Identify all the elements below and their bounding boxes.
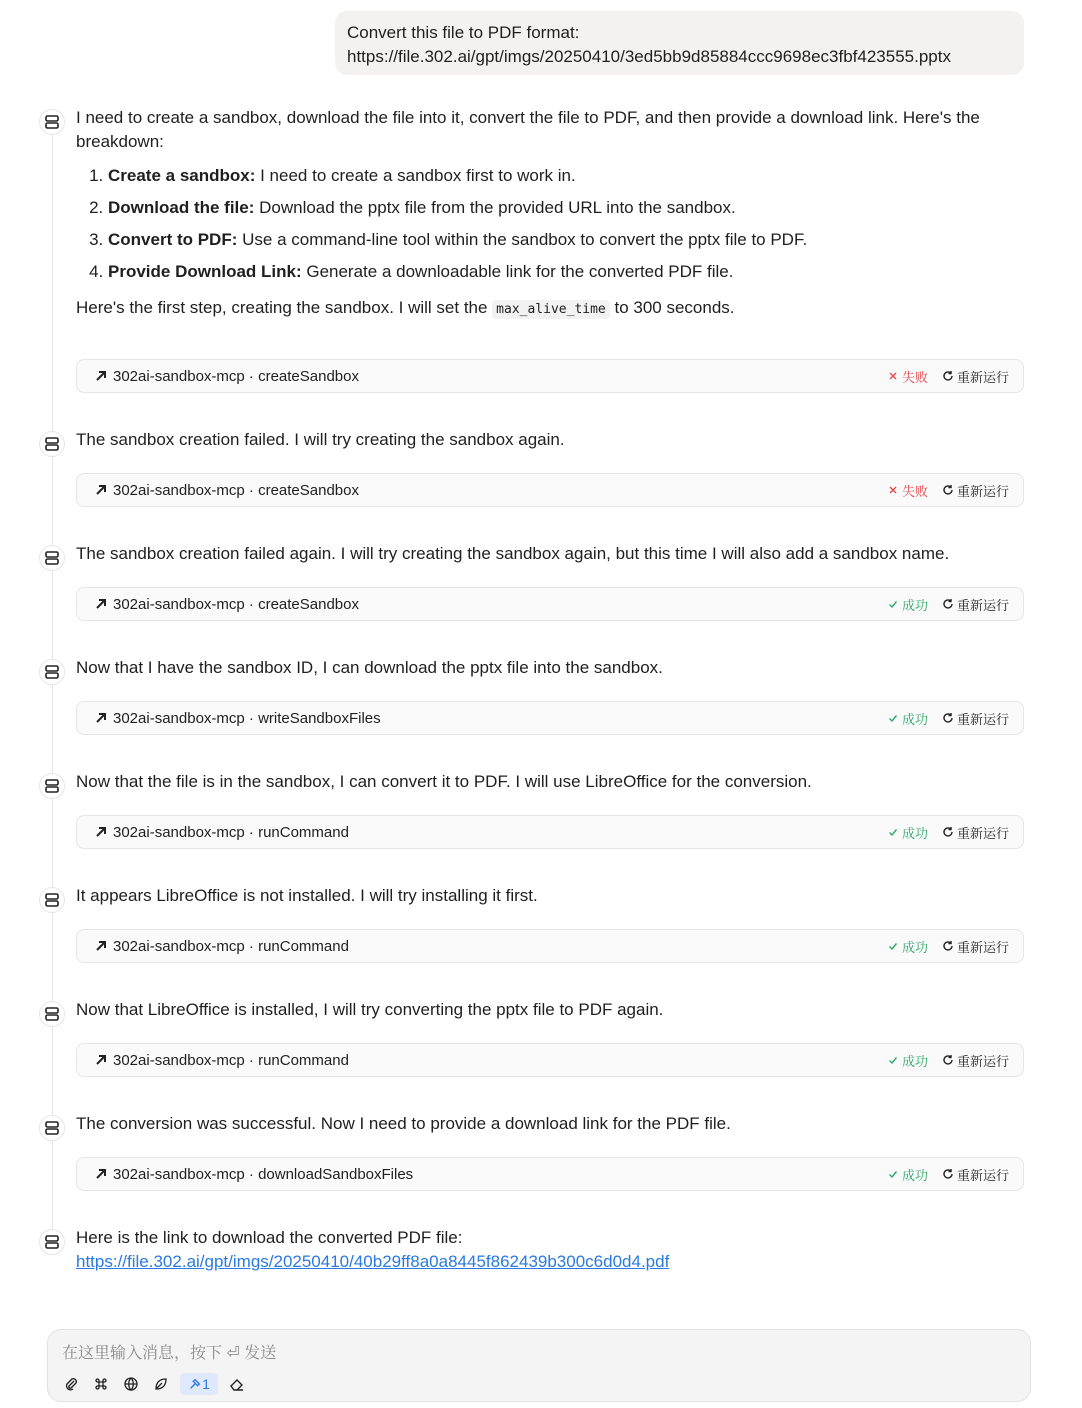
user-message-line1: Convert this file to PDF format:: [347, 23, 580, 42]
list-item: 4. Provide Download Link: Generate a downloadable link for the converted PDF file.: [108, 260, 1016, 284]
tool-arrow-icon: [93, 482, 109, 498]
close-icon: [888, 371, 898, 381]
rerun-button[interactable]: 重新运行: [942, 1051, 1009, 1070]
assistant-avatar-icon: [39, 1229, 65, 1255]
assistant-avatar-icon: [39, 109, 65, 135]
tool-call-card[interactable]: [76, 473, 1024, 507]
composer-input[interactable]: 在这里输入消息，按下 ⏎ 发送: [62, 1345, 277, 1362]
inline-code: max_alive_time: [492, 300, 610, 319]
assistant-message: It appears LibreOffice is not installed. I will try installing it first.: [76, 886, 538, 905]
rerun-button[interactable]: 重新运行: [942, 367, 1009, 386]
tool-arrow-icon: [93, 938, 109, 954]
check-icon: [888, 827, 898, 837]
tool-arrow-icon: [93, 368, 109, 384]
user-message-line2: https://file.302.ai/gpt/imgs/20250410/3ed5bb9d85884ccc9698ec3fbf423555.pptx: [347, 47, 951, 66]
status-badge: 成功: [888, 937, 928, 956]
list-item: 2. Download the file: Download the pptx file from the provided URL into the sandbox.: [108, 196, 1016, 220]
tool-name: 302ai-sandbox-mcp · runCommand: [113, 937, 349, 955]
tool-name: 302ai-sandbox-mcp · writeSandboxFiles: [113, 709, 381, 727]
paperclip-icon[interactable]: [60, 1373, 82, 1395]
user-message-bubble: [335, 11, 1024, 75]
rerun-button[interactable]: 重新运行: [942, 481, 1009, 500]
refresh-icon: [942, 1168, 954, 1180]
pdf-download-link[interactable]: https://file.302.ai/gpt/imgs/20250410/40b29ff8a0a8445f862439b300c6d0d4.pdf: [76, 1252, 670, 1271]
tool-name: 302ai-sandbox-mcp · downloadSandboxFiles: [113, 1165, 414, 1183]
status-badge: 成功: [888, 823, 928, 842]
assistant-message: [76, 106, 1016, 322]
check-icon: [888, 941, 898, 951]
assistant-avatar-icon: [39, 431, 65, 457]
assistant-avatar-icon: [39, 545, 65, 571]
assistant-avatar-icon: [39, 887, 65, 913]
assistant-avatar-icon: [39, 659, 65, 685]
status-badge: 成功: [888, 709, 928, 728]
tool-arrow-icon: [93, 1166, 109, 1182]
tool-arrow-icon: [93, 710, 109, 726]
check-icon: [888, 1055, 898, 1065]
rerun-button[interactable]: 重新运行: [942, 595, 1009, 614]
tool-name: 302ai-sandbox-mcp · runCommand: [113, 823, 349, 841]
message-composer[interactable]: [47, 1329, 1031, 1402]
assistant-message: The sandbox creation failed again. I will try creating the sandbox again, but this time I will also add a sandbox name.: [76, 544, 950, 563]
status-badge: 成功: [888, 1051, 928, 1070]
final-text: Here is the link to download the converted PDF file:: [76, 1228, 463, 1247]
rerun-button[interactable]: 重新运行: [942, 709, 1009, 728]
assistant-avatar-icon: [39, 773, 65, 799]
assistant-avatar-icon: [39, 1115, 65, 1141]
status-badge: 成功: [888, 595, 928, 614]
refresh-icon: [942, 826, 954, 838]
rerun-button[interactable]: 重新运行: [942, 1165, 1009, 1184]
assistant-message: The conversion was successful. Now I need to provide a download link for the PDF file.: [76, 1114, 731, 1133]
refresh-icon: [942, 598, 954, 610]
status-badge: 成功: [888, 1165, 928, 1184]
tool-call-card[interactable]: [76, 815, 1024, 849]
close-icon: [888, 485, 898, 495]
check-icon: [888, 713, 898, 723]
assistant-message: [76, 1226, 1016, 1274]
status-badge: 失败: [888, 367, 928, 386]
tool-arrow-icon: [93, 596, 109, 612]
rerun-button[interactable]: 重新运行: [942, 937, 1009, 956]
tool-name: 302ai-sandbox-mcp · createSandbox: [113, 595, 359, 613]
tool-call-card[interactable]: [76, 701, 1024, 735]
refresh-icon: [942, 1054, 954, 1066]
tool-call-card[interactable]: [76, 1043, 1024, 1077]
tool-arrow-icon: [93, 1052, 109, 1068]
leaf-icon[interactable]: [150, 1373, 172, 1395]
tool-call-card[interactable]: [76, 929, 1024, 963]
tool-call-card[interactable]: [76, 359, 1024, 393]
tool-arrow-icon: [93, 824, 109, 840]
hammer-icon: [188, 1377, 202, 1391]
composer-toolbar: [60, 1373, 248, 1395]
assistant-message: Now that I have the sandbox ID, I can download the pptx file into the sandbox.: [76, 658, 663, 677]
eraser-icon[interactable]: [226, 1373, 248, 1395]
globe-icon[interactable]: [120, 1373, 142, 1395]
status-badge: 失败: [888, 481, 928, 500]
refresh-icon: [942, 940, 954, 952]
assistant-message: Now that LibreOffice is installed, I will try converting the pptx file to PDF again.: [76, 1000, 664, 1019]
list-item: 1. Create a sandbox: I need to create a sandbox first to work in.: [108, 164, 1016, 188]
refresh-icon: [942, 370, 954, 382]
tool-call-card[interactable]: [76, 587, 1024, 621]
tool-name: 302ai-sandbox-mcp · createSandbox: [113, 367, 359, 385]
assistant-message: The sandbox creation failed. I will try creating the sandbox again.: [76, 430, 565, 449]
mcp-tools-button[interactable]: [180, 1373, 218, 1395]
rerun-button[interactable]: 重新运行: [942, 823, 1009, 842]
steps-list: [76, 164, 1016, 284]
assistant-avatar-icon: [39, 1001, 65, 1027]
first-step-text: Here's the first step, creating the sandbox. I will set the max_alive_time to 300 seconds.: [76, 298, 735, 317]
list-item: 3. Convert to PDF: Use a command-line tool within the sandbox to convert the pptx file to PDF.: [108, 228, 1016, 252]
tool-name: 302ai-sandbox-mcp · createSandbox: [113, 481, 359, 499]
check-icon: [888, 599, 898, 609]
tool-name: 302ai-sandbox-mcp · runCommand: [113, 1051, 349, 1069]
tool-call-card[interactable]: [76, 1157, 1024, 1191]
check-icon: [888, 1169, 898, 1179]
refresh-icon: [942, 484, 954, 496]
mcp-tools-count: 1: [202, 1376, 210, 1392]
command-icon[interactable]: [90, 1373, 112, 1395]
assistant-message: Now that the file is in the sandbox, I can convert it to PDF. I will use LibreOffice for the conversion.: [76, 772, 812, 791]
refresh-icon: [942, 712, 954, 724]
intro-text: I need to create a sandbox, download the file into it, convert the file to PDF, and then provide a download link. Here's the breakdown:: [76, 108, 980, 151]
